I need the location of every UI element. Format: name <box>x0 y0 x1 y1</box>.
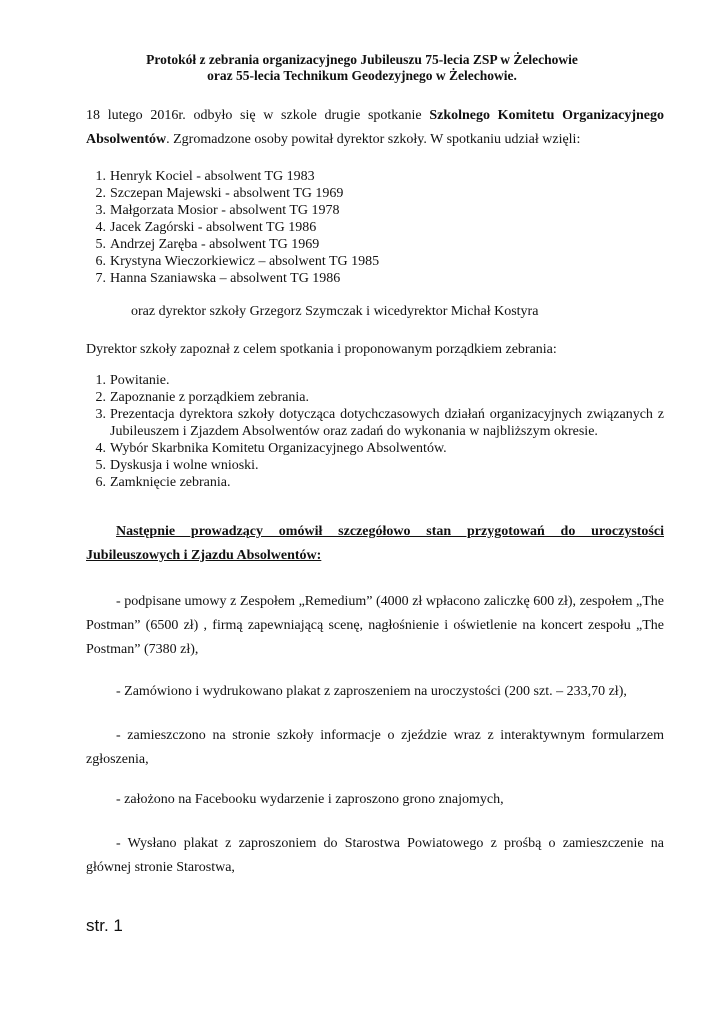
list-item: 5. Andrzej Zaręba - absolwent TG 1969 <box>95 237 320 252</box>
intro-text-before: 18 lutego 2016r. odbyło się w szkole drugie spotkanie <box>86 108 430 123</box>
item-poster: - Zamówiono i wydrukowano plakat z zaproszeniem na uroczystości (200 szt. – 233,70 zł), <box>116 684 627 699</box>
committee-name: Szkolnego Komitetu Organizacyjnego Absolwentów <box>86 108 664 147</box>
document-title-line-2: oraz 55-lecia Technikum Geodezyjnego w Żelechowie. <box>207 68 517 83</box>
intro-paragraph <box>86 104 664 152</box>
agenda-list <box>86 372 664 491</box>
item-website: - zamieszczono na stronie szkoły informacje o zjeździe wraz z interaktywnym formularzem zgłoszenia, <box>86 728 664 767</box>
participants-list <box>86 168 664 287</box>
item-contracts: - podpisane umowy z Zespołem „Remedium” (4000 zł wpłacono zaliczkę 600 zł), zespołem „The Postman” (6500 zł) , firmą zapewniającą scenę, nagłośnienie i oświetlenie na koncert zespołu „The Postman” (7380 zł), <box>86 594 664 657</box>
list-item: 3. Małgorzata Mosior - absolwent TG 1978 <box>95 203 340 218</box>
list-item: 4. Wybór Skarbnika Komitetu Organizacyjnego Absolwentów. <box>95 441 447 456</box>
list-item: 2. Szczepan Majewski - absolwent TG 1969 <box>95 186 344 201</box>
list-item: 6. Krystyna Wieczorkiewicz – absolwent TG 1985 <box>95 254 380 269</box>
list-item: 4. Jacek Zagórski - absolwent TG 1986 <box>95 220 317 235</box>
item-starostwo: - Wysłano plakat z zaproszoniem do Starostwa Powiatowego z prośbą o zamieszczenie na głównej stronie Starostwa, <box>86 836 664 875</box>
item-facebook: - założono na Facebooku wydarzenie i zaproszono grono znajomych, <box>116 792 504 807</box>
list-item: 1. Powitanie. <box>95 373 170 388</box>
list-item: 3. Prezentacja dyrektora szkoły dotycząca dotychczasowych działań organizacyjnych związanych z Jubileuszem i Zjazdem Absolwentów oraz zadań do wykonania w najbliższym okresie. <box>95 407 664 439</box>
list-item: 7. Hanna Szaniawska – absolwent TG 1986 <box>95 271 341 286</box>
page-number: str. 1 <box>86 916 123 935</box>
list-item: 6. Zamknięcie zebrania. <box>95 475 231 490</box>
list-item: 2. Zapoznanie z porządkiem zebrania. <box>95 390 310 405</box>
list-item: 5. Dyskusja i wolne wnioski. <box>95 458 259 473</box>
agenda-intro: Dyrektor szkoły zapoznał z celem spotkania i proponowanym porządkiem zebrania: <box>86 342 557 357</box>
document-title-line-1: Protokół z zebrania organizacyjnego Jubileuszu 75-lecia ZSP w Żelechowie <box>146 52 578 67</box>
section-heading: Następnie prowadzący omówił szczegółowo stan przygotowań do uroczystości Jubileuszowych i Zjazdu Absolwentów: <box>86 524 664 563</box>
intro-text-after: . Zgromadzone osoby powitał dyrektor szkoły. W spotkaniu udział wzięli: <box>166 132 581 147</box>
directors-line: oraz dyrektor szkoły Grzegorz Szymczak i wicedyrektor Michał Kostyra <box>131 304 539 319</box>
list-item: 1. Henryk Kociel - absolwent TG 1983 <box>95 169 315 184</box>
